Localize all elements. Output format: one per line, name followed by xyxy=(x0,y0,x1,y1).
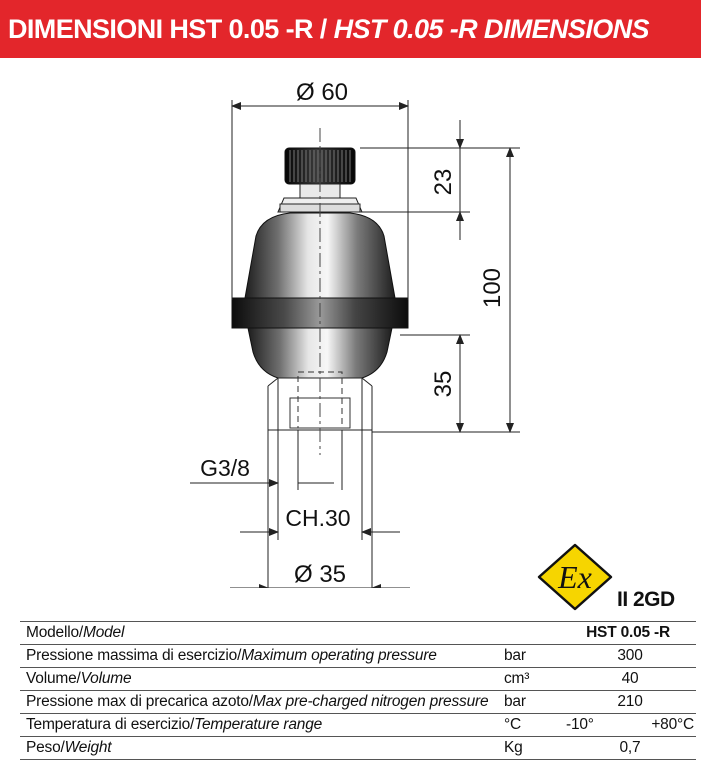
row-value: 210 xyxy=(564,691,696,714)
dim-total-height: 100 xyxy=(479,267,506,309)
header-title-italian: DIMENSIONI HST 0.05 -R / xyxy=(8,13,327,44)
row-value: HST 0.05 -R xyxy=(564,622,696,645)
label-wrench: CH.30 xyxy=(285,505,351,531)
table-row xyxy=(20,714,696,737)
specs-table xyxy=(20,621,696,760)
page-header xyxy=(0,0,701,58)
row-label: Peso/Weight xyxy=(20,737,500,760)
row-label: Temperatura di esercizio/Temperature range xyxy=(20,714,500,737)
label-thread: G3/8 xyxy=(200,455,250,481)
atex-ex-icon xyxy=(537,543,613,611)
row-unit: Kg xyxy=(500,737,564,760)
technical-drawing xyxy=(0,58,701,593)
table-row xyxy=(20,668,696,691)
header-title-english: HST 0.05 -R DIMENSIONS xyxy=(333,13,649,44)
row-unit: bar xyxy=(500,691,564,714)
certification-label: II 2GD xyxy=(617,588,675,611)
row-label: Pressione max di precarica azoto/Max pre-charged nitrogen pressure xyxy=(20,691,500,714)
row-unit: bar xyxy=(500,645,564,668)
temp-min: -10° xyxy=(566,716,594,733)
row-unit xyxy=(500,622,564,645)
row-unit: °C xyxy=(500,714,564,737)
row-unit: cm³ xyxy=(500,668,564,691)
dim-lower-height: 35 xyxy=(430,370,457,398)
row-value: 300 xyxy=(564,645,696,668)
table-row xyxy=(20,691,696,714)
row-value xyxy=(564,714,696,737)
temp-max: +80°C xyxy=(651,716,694,733)
table-row xyxy=(20,737,696,760)
dim-knob-height: 23 xyxy=(430,168,457,196)
accumulator-body xyxy=(232,128,408,455)
row-label: Volume/Volume xyxy=(20,668,500,691)
ex-symbol-text: Ex xyxy=(558,559,592,595)
row-label: Pressione massima di esercizio/Maximum operating pressure xyxy=(20,645,500,668)
table-row xyxy=(20,622,696,645)
table-row xyxy=(20,645,696,668)
dim-diameter-bottom: Ø 35 xyxy=(293,561,347,588)
row-value: 40 xyxy=(564,668,696,691)
row-value: 0,7 xyxy=(564,737,696,760)
row-label: Modello/Model xyxy=(20,622,500,645)
dim-diameter-top: Ø 60 xyxy=(295,79,349,106)
